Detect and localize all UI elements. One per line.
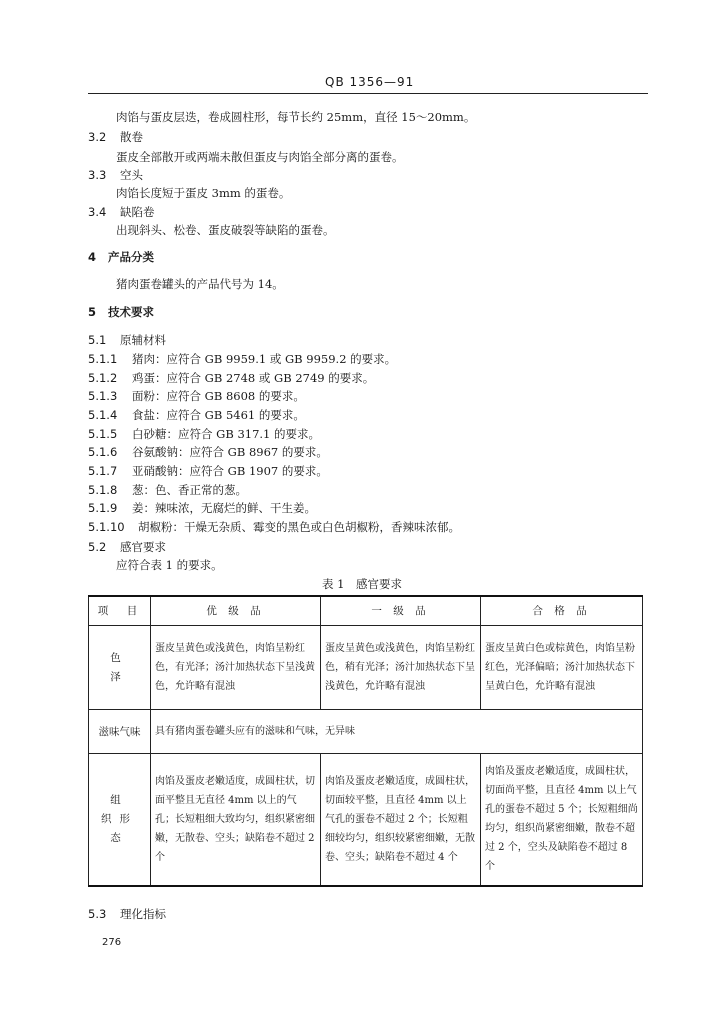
header-first-grade: 一 级 品 xyxy=(321,596,481,626)
table-title: 表 1 感官要求 xyxy=(322,577,402,591)
section-3-3-heading xyxy=(88,168,143,182)
section-title: 感官要求 xyxy=(120,540,166,554)
clause-number: 5.1.8 xyxy=(88,483,118,497)
cell-qualified: 肉馅及蛋皮老嫩适度，成圆柱状，切面尚平整，且直径 4mm 以上气孔的蛋卷不超过 5 个；长短粗细尚均匀，组织尚紧密细嫩，散卷不超过 2 个，空头及缺陷卷不超过 8 个 xyxy=(481,754,643,886)
clause-number: 5.1.2 xyxy=(88,371,118,385)
section-3-2-text: 蛋皮全部散开或两端未散但蛋皮与肉馅全部分离的蛋卷。 xyxy=(116,150,404,164)
header-premium-grade: 优 级 品 xyxy=(151,596,321,626)
section-5-heading xyxy=(88,305,154,319)
clause-5-1-5 xyxy=(88,427,320,441)
section-number: 3.3 xyxy=(88,168,107,182)
header-rule xyxy=(88,93,648,94)
section-title: 理化指标 xyxy=(120,907,166,921)
cell-premium: 蛋皮呈黄色或浅黄色，肉馅呈粉红色，有光泽；汤汁加热状态下呈浅黄色，允许略有混浊 xyxy=(151,626,321,710)
header-qualified-grade: 合 格 品 xyxy=(481,596,643,626)
section-number: 5 xyxy=(88,305,97,319)
section-title: 技术要求 xyxy=(108,305,154,319)
section-title: 产品分类 xyxy=(108,250,154,264)
clause-5-1-4 xyxy=(88,408,305,422)
table-header-row xyxy=(89,596,643,626)
section-5-1-heading xyxy=(88,333,166,347)
page-number: 276 xyxy=(102,937,122,948)
section-title: 原辅材料 xyxy=(120,333,166,347)
header-item: 项 目 xyxy=(89,596,151,626)
section-title: 缺陷卷 xyxy=(120,205,155,219)
section-number: 5.2 xyxy=(88,540,107,554)
section-5-3-heading xyxy=(88,906,166,922)
clause-text: 葱：色、香正常的葱。 xyxy=(132,483,247,497)
clause-number: 5.1.6 xyxy=(88,445,118,459)
clause-5-1-8 xyxy=(88,483,247,497)
cell-first: 肉馅及蛋皮老嫩适度，成圆柱状，切面较平整，且直径 4mm 以上气孔的蛋卷不超过 2 个；长短粗细较均匀，组织较紧密细嫩，无散卷、空头；缺陷卷不超过 4 个 xyxy=(321,754,481,886)
clause-text: 食盐：应符合 GB 5461 的要求。 xyxy=(132,408,305,422)
clause-text: 谷氨酸钠：应符合 GB 8967 的要求。 xyxy=(132,445,328,459)
cell-first: 蛋皮呈黄色或浅黄色，肉馅呈粉红色，稍有光泽；汤汁加热状态下呈浅黄色，允许略有混浊 xyxy=(321,626,481,710)
table-row xyxy=(89,710,643,754)
clause-number: 5.1.1 xyxy=(88,352,118,366)
clause-5-1-7 xyxy=(88,464,328,478)
section-number: 5.1 xyxy=(88,333,107,347)
clause-text: 鸡蛋：应符合 GB 2748 或 GB 2749 的要求。 xyxy=(132,371,375,385)
clause-number: 5.1.7 xyxy=(88,464,118,478)
section-3-4-heading xyxy=(88,205,155,219)
section-title: 空头 xyxy=(120,168,143,182)
row-label-color: 色 泽 xyxy=(89,626,151,710)
clause-5-1-6 xyxy=(88,445,328,459)
clause-text: 猪肉：应符合 GB 9959.1 或 GB 9959.2 的要求。 xyxy=(132,352,397,366)
clause-5-1-10 xyxy=(88,520,460,534)
clause-5-1-2 xyxy=(88,371,374,385)
section-title: 散卷 xyxy=(120,130,143,144)
row-label-texture: 组 织形 态 xyxy=(89,754,151,886)
section-number: 3.4 xyxy=(88,205,107,219)
clause-5-1-1 xyxy=(88,352,396,366)
clause-number: 5.1.10 xyxy=(88,520,125,534)
clause-text: 姜：辣味浓，无腐烂的鲜、干生姜。 xyxy=(132,501,316,515)
clause-5-1-3 xyxy=(88,389,305,403)
section-number: 3.2 xyxy=(88,130,107,144)
sensory-requirements-table xyxy=(88,595,643,887)
clause-number: 5.1.3 xyxy=(88,389,118,403)
standard-code-header: QB 1356—91 xyxy=(325,75,415,89)
row-label-taste-odor: 滋味气味 xyxy=(89,710,151,754)
clause-number: 5.1.4 xyxy=(88,408,118,422)
clause-5-1-9 xyxy=(88,501,316,515)
cell-premium: 肉馅及蛋皮老嫩适度，成圆柱状，切面平整且无直径 4mm 以上的气孔；长短粗细大致均匀，组织紧密细嫩，无散卷、空头；缺陷卷不超过 2 个 xyxy=(151,754,321,886)
section-3-3-text: 肉馅长度短于蛋皮 3mm 的蛋卷。 xyxy=(116,186,291,200)
continued-paragraph: 肉馅与蛋皮层迭，卷成圆柱形，每节长约 25mm，直径 15～20mm。 xyxy=(116,110,476,124)
section-number: 4 xyxy=(88,250,97,264)
clause-text: 面粉：应符合 GB 8608 的要求。 xyxy=(132,389,305,403)
section-3-4-text: 出现斜头、松卷、蛋皮破裂等缺陷的蛋卷。 xyxy=(116,223,335,237)
section-3-2-heading xyxy=(88,130,143,144)
cell-qualified: 蛋皮呈黄白色或棕黄色，肉馅呈粉红色，光泽偏暗；汤汁加热状态下呈黄白色，允许略有混浊 xyxy=(481,626,643,710)
section-5-2-text: 应符合表 1 的要求。 xyxy=(116,558,223,572)
table-row xyxy=(89,626,643,710)
clause-text: 白砂糖：应符合 GB 317.1 的要求。 xyxy=(132,427,321,441)
clause-number: 5.1.5 xyxy=(88,427,118,441)
section-number: 5.3 xyxy=(88,907,107,921)
section-4-heading xyxy=(88,250,154,264)
clause-text: 胡椒粉：干燥无杂质、霉变的黑色或白色胡椒粉，香辣味浓郁。 xyxy=(138,520,460,534)
section-5-2-heading xyxy=(88,540,166,554)
section-4-text: 猪肉蛋卷罐头的产品代号为 14。 xyxy=(116,277,284,291)
cell-merged: 具有猪肉蛋卷罐头应有的滋味和气味，无异味 xyxy=(151,710,643,754)
clause-number: 5.1.9 xyxy=(88,501,118,515)
clause-text: 亚硝酸钠：应符合 GB 1907 的要求。 xyxy=(132,464,328,478)
table-row xyxy=(89,754,643,886)
